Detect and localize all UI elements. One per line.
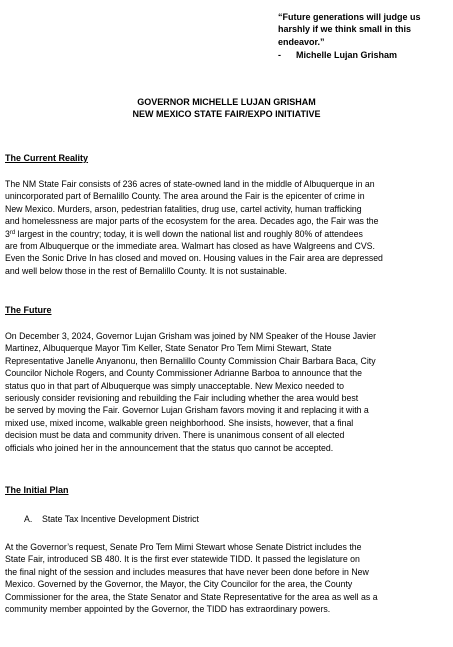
quote-line: “Future generations will judge us: [278, 12, 421, 22]
paragraph-the-future: [5, 330, 450, 454]
text-line: At the Governor’s request, Senate Pro Tem Mimi Stewart whose Senate District includes the: [5, 542, 362, 552]
text-line: Martinez, Albuquerque Mayor Tim Keller, State Senator Pro Tem Mimi Stewart, State: [5, 343, 332, 354]
text-line: Councilor Nichole Rogers, and County Commissioner Adrianne Barboa to announce that the: [5, 368, 363, 379]
text-line: Representative Janelle Anyanonu, then Bernalillo County Commission Chair Barbara Baca, City: [5, 355, 376, 366]
text-line: and well below those in the rest of Bernalillo County. It is not sustainable.: [5, 265, 287, 276]
text-line: Commissioner for the area, the State Senator and State Representative for the area as well as a: [5, 591, 378, 602]
quote-line: harshly if we think small in this: [278, 24, 412, 35]
rank-number: 3: [5, 228, 10, 239]
text-line: Mexico. Governed by the Governor, the Mayor, the City Councilor for the area, the County: [5, 579, 353, 590]
text-line-remainder: largest in the country; today, it is well down the national list and roughly 80% of attendees: [17, 228, 363, 239]
text-line: the final night of the session and includes measures that have never been done before in New: [5, 566, 369, 577]
text-line-with-rank: [5, 228, 450, 240]
document-title-line-2: NEW MEXICO STATE FAIR/EXPO INITIATIVE: [132, 109, 321, 119]
quote-attribution: [278, 49, 448, 61]
text-line: are from Albuquerque or the immediate area. Walmart has closed as have Walgreens and CVS.: [5, 241, 375, 252]
section-heading-initial-plan: The Initial Plan: [5, 485, 69, 495]
text-line: seriously consider revisioning and rebuilding the Fair including whether the area would best: [5, 393, 359, 404]
text-line: and homelessness are major parts of the ecosystem for the area. Decades ago, the Fair was the: [5, 216, 379, 227]
text-line: unincorporated part of Bernalillo County. The area around the Fair is the epicenter of crime in: [5, 191, 365, 202]
rank-suffix: rd: [9, 229, 16, 236]
paragraph-initial-plan: [5, 541, 450, 615]
text-line: decision must be data and community driven. There is unanimous consent of all elected: [5, 430, 345, 441]
paragraph-current-reality: [5, 178, 450, 277]
text-line: status quo in that part of Albuquerque was simply unacceptable. New Mexico needed to: [5, 380, 345, 391]
text-line: On December 3, 2024, Governor Lujan Grisham was joined by NM Speaker of the House Javier: [5, 331, 377, 341]
epigraph-quote: [278, 11, 448, 61]
text-line: officials who joined her in the announcement that the status quo cannot be accepted.: [5, 442, 334, 453]
text-line: The NM State Fair consists of 236 acres of state-owned land in the middle of Albuquerque in an: [5, 179, 375, 189]
list-item-label: State Tax Incentive Development District: [42, 514, 199, 524]
section-heading-current-reality: The Current Reality: [5, 153, 89, 163]
list-item-tidd: [24, 513, 199, 525]
text-line: Even the Sonic Drive In has closed and moved on. Housing values in the Fair area are depressed: [5, 253, 383, 264]
text-line: mixed use, mixed income, walkable green neighborhood. She insists, however, that a final: [5, 417, 354, 428]
section-heading-the-future: The Future: [5, 305, 52, 315]
list-marker: A.: [24, 514, 33, 524]
quote-line: endeavor.”: [278, 36, 325, 47]
text-line: New Mexico. Murders, arson, pedestrian fatalities, drug use, cartel activity, human trafficking: [5, 203, 362, 214]
text-line: be served by moving the Fair. Governor Lujan Grisham favors moving it and replacing it with a: [5, 405, 369, 416]
quote-author: Michelle Lujan Grisham: [296, 49, 398, 60]
document-title-line-1: GOVERNOR MICHELLE LUJAN GRISHAM: [137, 97, 316, 107]
text-line: community member appointed by the Governor, the TIDD has extraordinary powers.: [5, 604, 331, 615]
text-line: State Fair, introduced SB 480. It is the first ever statewide TIDD. It passed the legislature on: [5, 554, 360, 565]
attribution-dash: -: [278, 49, 281, 60]
